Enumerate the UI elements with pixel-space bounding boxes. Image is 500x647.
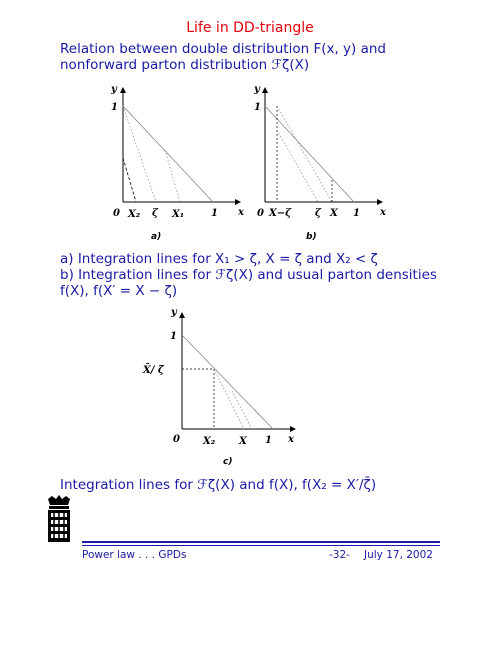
fig-a-zero: 0 bbox=[113, 208, 120, 219]
footer-date: July 17, 2002 bbox=[364, 549, 433, 561]
fig-c-X: X bbox=[239, 436, 247, 447]
fig-b-caption: b) bbox=[306, 232, 317, 242]
footer-left: Power law . . . GPDs bbox=[82, 549, 187, 561]
fig-c-x2: X₂ bbox=[203, 436, 216, 447]
fig-c-caption: c) bbox=[223, 457, 233, 467]
fig-c-y-ratio: X̄/ ζ̄ bbox=[143, 365, 164, 376]
fig-c-x-label: x bbox=[288, 434, 294, 445]
fig-b-y-label: y bbox=[254, 84, 260, 95]
footer-rule-top bbox=[82, 541, 440, 543]
fig-b-zeta: ζ bbox=[315, 208, 321, 219]
fig-a-x1: X₁ bbox=[172, 209, 185, 220]
intro-line-2: nonforward parton distribution ℱζ(X) bbox=[60, 57, 310, 73]
figure-b bbox=[245, 80, 395, 245]
fig-c-y-label: y bbox=[171, 307, 177, 318]
desc-line-1: a) Integration lines for X₁ > ζ, X = ζ and X₂ < ζ bbox=[60, 251, 378, 267]
intro-line-1: Relation between double distribution F(x, y) and bbox=[60, 41, 386, 57]
fig-b-one-y: 1 bbox=[254, 102, 261, 113]
fig-b-X: X bbox=[330, 208, 338, 219]
fig-b-zero: 0 bbox=[257, 208, 264, 219]
fig-b-xmz: X−ζ bbox=[269, 208, 292, 219]
fig-c-one-x: 1 bbox=[265, 435, 272, 446]
fig-b-x-label: x bbox=[380, 207, 386, 218]
fig-a-one-y: 1 bbox=[111, 102, 118, 113]
fig-a-y-label: y bbox=[111, 84, 117, 95]
institution-logo bbox=[42, 495, 76, 545]
bottom-caption: Integration lines for ℱζ(X) and f(X), f(X₂ = X′/ζ̄) bbox=[60, 477, 377, 493]
figure-a bbox=[100, 80, 250, 245]
footer-rule-bottom bbox=[82, 545, 440, 546]
fig-c-zero: 0 bbox=[173, 434, 180, 445]
fig-a-zeta: ζ bbox=[152, 208, 158, 219]
page-title: Life in DD-triangle bbox=[186, 20, 314, 36]
desc-line-3: f(X), f(X′ = X − ζ) bbox=[60, 283, 178, 299]
fig-b-one-x: 1 bbox=[353, 208, 360, 219]
fig-a-x-label: x bbox=[238, 207, 244, 218]
fig-c-one-y: 1 bbox=[170, 331, 177, 342]
footer-page-number: -32- bbox=[329, 549, 350, 561]
desc-line-2: b) Integration lines for ℱζ(X) and usual parton densities bbox=[60, 267, 437, 283]
fig-a-x2: X₂ bbox=[128, 209, 141, 220]
figure-c bbox=[140, 303, 310, 468]
fig-a-one-x: 1 bbox=[211, 208, 218, 219]
fig-a-caption: a) bbox=[151, 232, 162, 242]
